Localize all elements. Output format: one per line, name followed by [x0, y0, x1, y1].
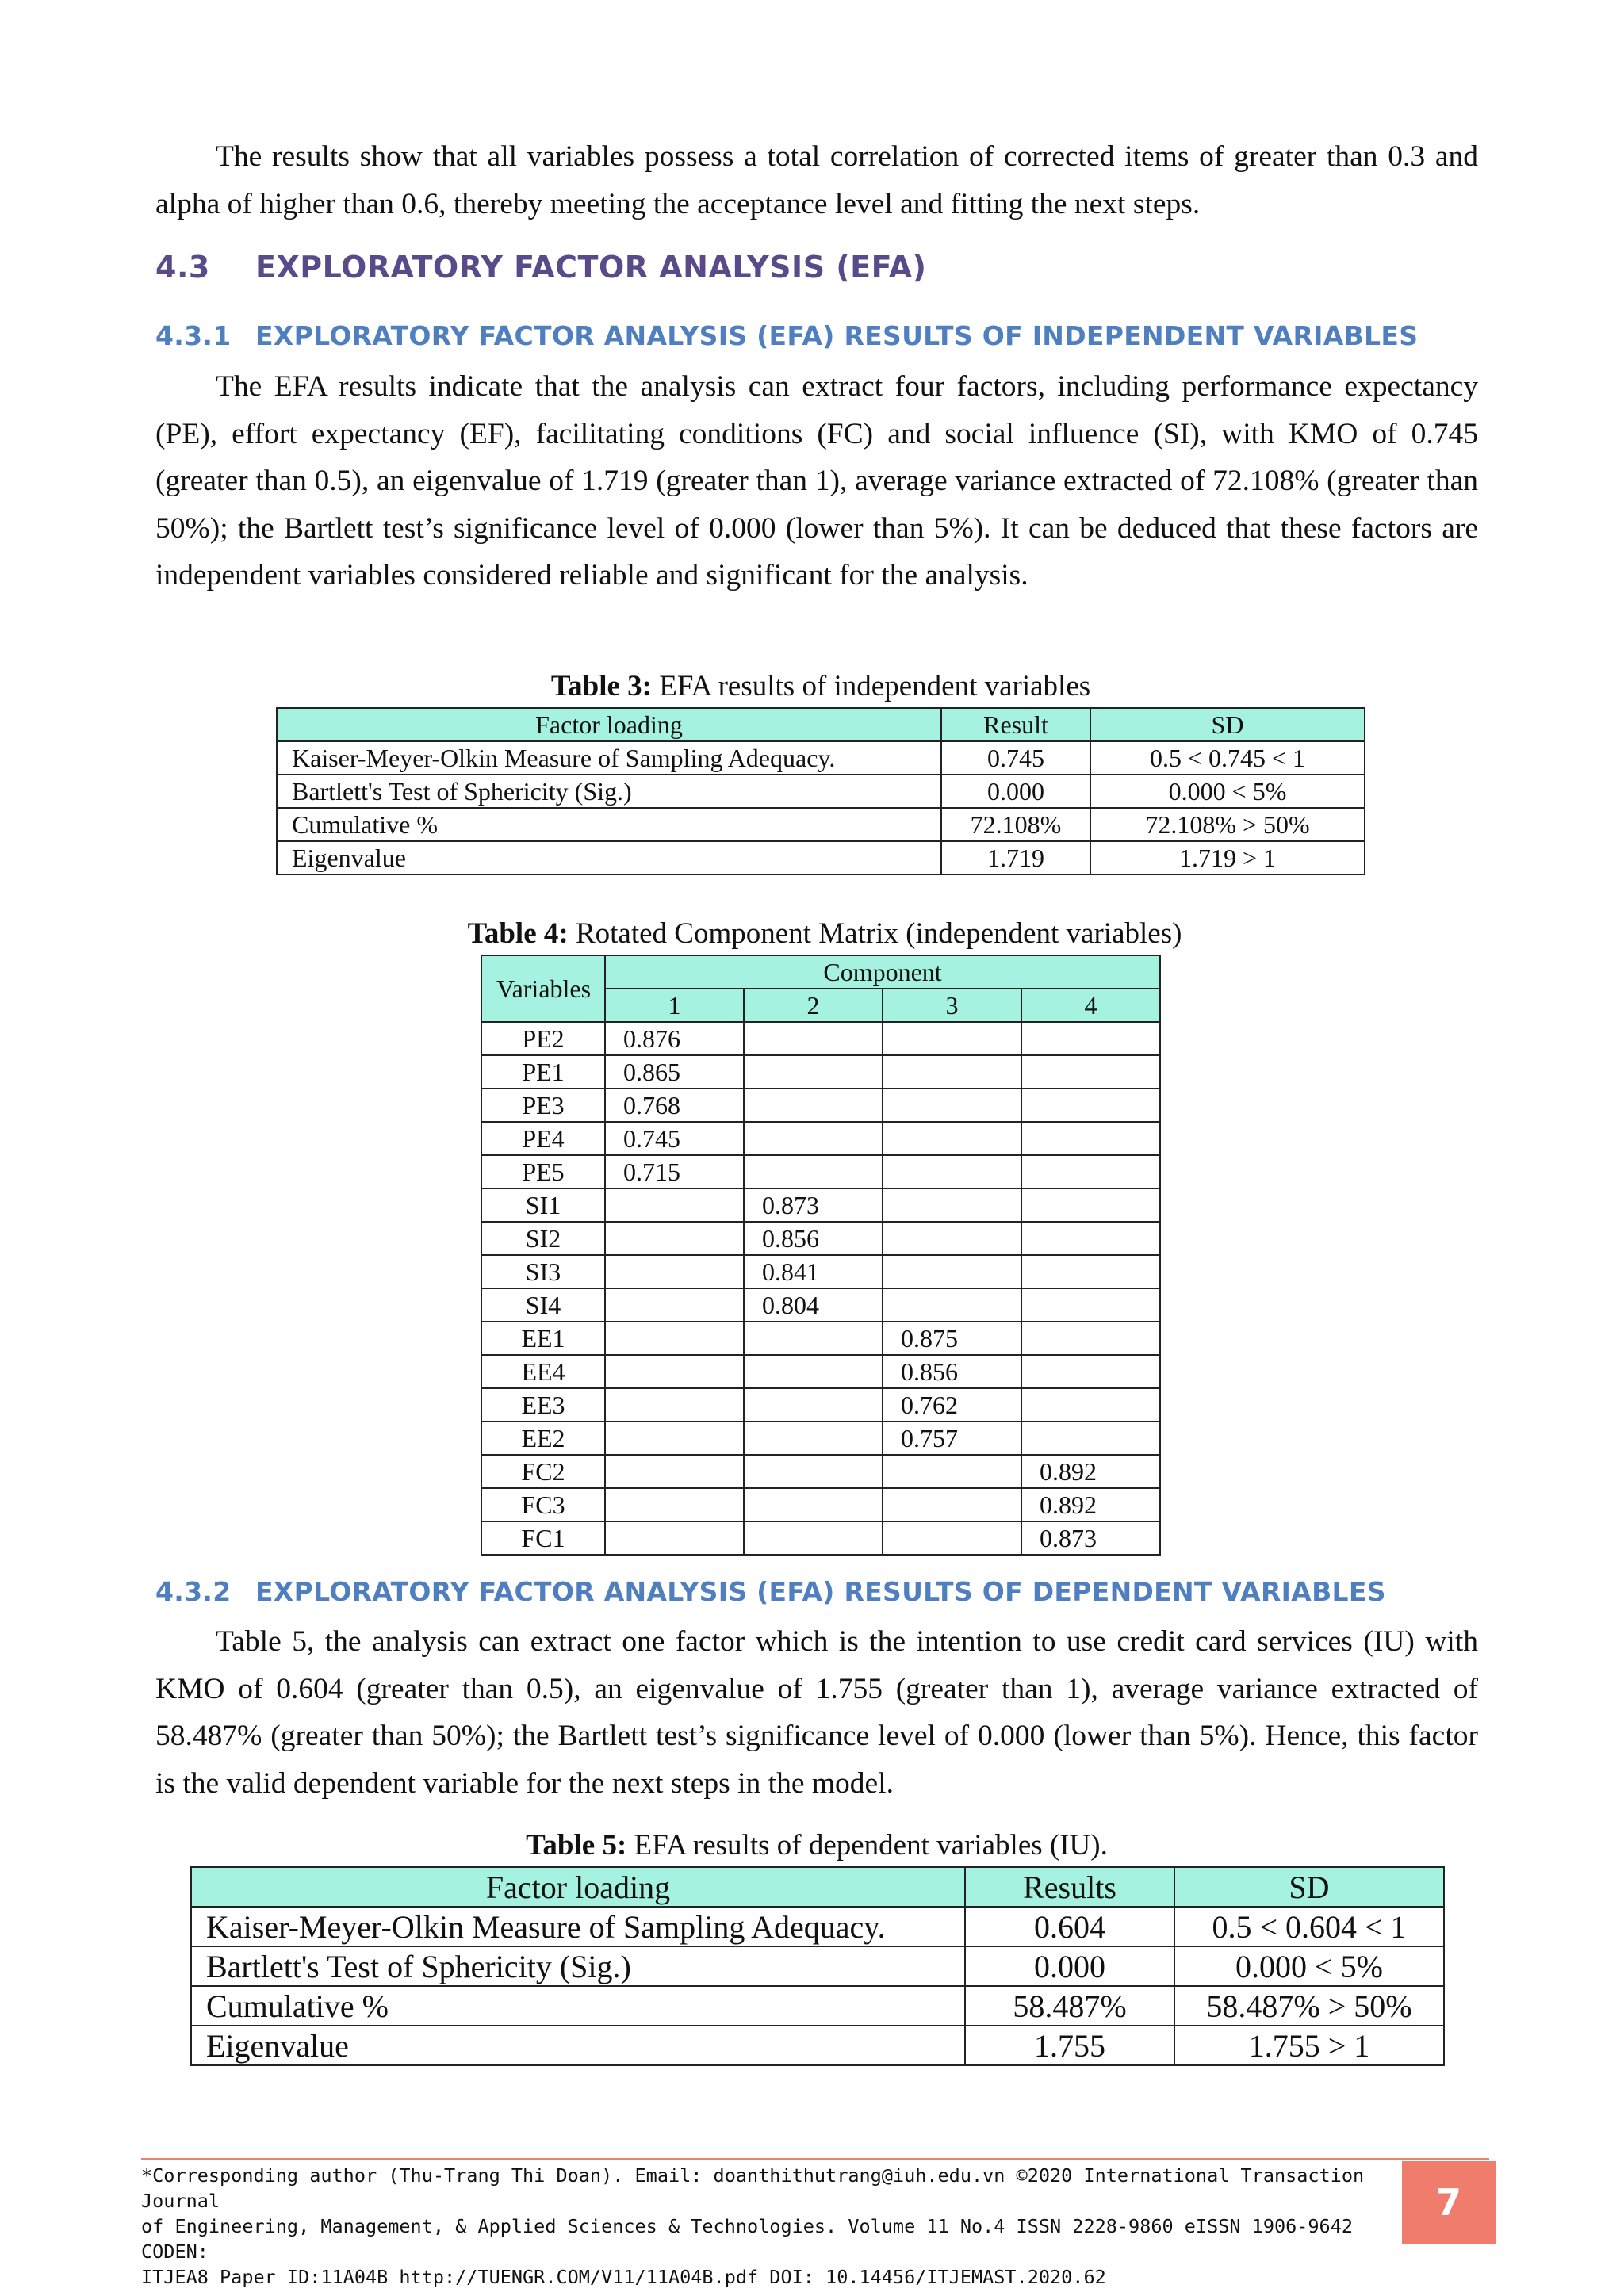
table-cell: Bartlett's Test of Sphericity (Sig.)	[277, 775, 941, 808]
variable-cell: FC1	[481, 1521, 605, 1555]
table-cell: Bartlett's Test of Sphericity (Sig.)	[191, 1946, 965, 1986]
table-cell: 58.487% > 50%	[1174, 1986, 1444, 2026]
loading-cell: 0.715	[605, 1155, 744, 1188]
component-header-cell: Component	[605, 955, 1160, 989]
table-cell: 1.755	[965, 2026, 1174, 2065]
component-number-cell: 3	[883, 989, 1021, 1022]
table-cell: Kaiser-Meyer-Olkin Measure of Sampling Adequacy.	[191, 1907, 965, 1946]
footer-line: *Corresponding author (Thu-Trang Thi Doan). Email: doanthithutrang@iuh.edu.vn ©2020 International Transaction Journal	[141, 2164, 1365, 2212]
table-cell: 0.000	[941, 775, 1090, 808]
variable-cell: EE4	[481, 1355, 605, 1388]
loading-cell	[605, 1521, 744, 1555]
loading-cell	[1021, 1388, 1160, 1422]
table-row	[481, 1488, 1160, 1521]
table-cell: Cumulative %	[191, 1986, 965, 2026]
loading-cell	[1021, 1055, 1160, 1089]
loading-cell	[883, 1089, 1021, 1122]
table-row	[191, 1986, 1444, 2026]
variable-cell: PE2	[481, 1022, 605, 1055]
table-5-header-row	[191, 1867, 1444, 1907]
table-cell: 72.108% > 50%	[1090, 808, 1365, 841]
loading-cell	[744, 1355, 883, 1388]
loading-cell: 0.841	[744, 1255, 883, 1288]
table-row	[277, 775, 1365, 808]
loading-cell: 0.873	[744, 1188, 883, 1222]
table-row	[481, 1521, 1160, 1555]
loading-cell	[883, 1122, 1021, 1155]
table-cell: 0.604	[965, 1907, 1174, 1946]
table-5	[190, 1866, 1445, 2066]
loading-cell	[605, 1255, 744, 1288]
loading-cell	[744, 1055, 883, 1089]
table-4	[481, 955, 1161, 1556]
loading-cell: 0.865	[605, 1055, 744, 1089]
section-heading-4-3-2: 4.3.2 EXPLORATORY FACTOR ANALYSIS (EFA) RESULTS OF DEPENDENT VARIABLES	[155, 1576, 1386, 1607]
loading-cell	[1021, 1422, 1160, 1455]
loading-cell	[605, 1455, 744, 1488]
table-row	[481, 1188, 1160, 1222]
loading-cell	[744, 1455, 883, 1488]
loading-cell	[605, 1322, 744, 1355]
table-row	[481, 1089, 1160, 1122]
loading-cell	[605, 1422, 744, 1455]
variable-cell: EE3	[481, 1388, 605, 1422]
variable-cell: PE4	[481, 1122, 605, 1155]
section-heading-4-3: 4.3 EXPLORATORY FACTOR ANALYSIS (EFA)	[155, 250, 927, 285]
table-cell: 1.719	[941, 841, 1090, 874]
table-row	[481, 1155, 1160, 1188]
table-row	[481, 1388, 1160, 1422]
loading-cell: 0.875	[883, 1322, 1021, 1355]
table-cell: Cumulative %	[277, 808, 941, 841]
table-row	[481, 1322, 1160, 1355]
footer-line: of Engineering, Management, & Applied Sciences & Technologies. Volume 11 No.4 ISSN 2228-9860 eISSN 1906-9642 CODEN:	[141, 2215, 1354, 2263]
table-cell: 1.719 > 1	[1090, 841, 1365, 874]
table-row	[481, 1255, 1160, 1288]
loading-cell	[1021, 1255, 1160, 1288]
table-3	[276, 707, 1365, 875]
table-row	[481, 1422, 1160, 1455]
table-cell: Kaiser-Meyer-Olkin Measure of Sampling Adequacy.	[277, 741, 941, 775]
table-header-cell: SD	[1090, 708, 1365, 741]
loading-cell	[1021, 1188, 1160, 1222]
section-heading-4-3-1: 4.3.1 EXPLORATORY FACTOR ANALYSIS (EFA) RESULTS OF INDEPENDENT VARIABLES	[155, 320, 1419, 351]
loading-cell	[1021, 1022, 1160, 1055]
table-cell: Eigenvalue	[191, 2026, 965, 2065]
loading-cell	[883, 1488, 1021, 1521]
loading-cell	[744, 1488, 883, 1521]
loading-cell	[1021, 1122, 1160, 1155]
loading-cell	[605, 1388, 744, 1422]
table-cell: 0.000 < 5%	[1090, 775, 1365, 808]
intro-paragraph: The results show that all variables possess a total correlation of corrected items of greater than 0.3 and alpha of higher than 0.6, thereby meeting the acceptance level and fitting the next steps.	[155, 140, 1478, 220]
variables-header-cell: Variables	[481, 955, 605, 1022]
component-number-cell: 2	[744, 989, 883, 1022]
loading-cell	[883, 1255, 1021, 1288]
table-cell: 0.5 < 0.604 < 1	[1174, 1907, 1444, 1946]
loading-cell: 0.757	[883, 1422, 1021, 1455]
component-number-cell: 1	[605, 989, 744, 1022]
section-4-3-2-paragraph: Table 5, the analysis can extract one factor which is the intention to use credit card services (IU) with KMO of 0.604 (greater than 0.5), an eigenvalue of 1.755 (greater than 1), average variance extracted of 58.487% (greater than 50%); the Bartlett test’s significance level of 0.000 (lower than 5%). Hence, this factor is the valid dependent variable for the next steps in the model.	[155, 1625, 1478, 1800]
table-row	[277, 741, 1365, 775]
footer-divider	[141, 2158, 1489, 2160]
table-row	[277, 808, 1365, 841]
table-row	[481, 1288, 1160, 1322]
footer	[141, 2163, 1388, 2290]
loading-cell	[744, 1022, 883, 1055]
table-4-caption: Table 4: Rotated Component Matrix (independent variables)	[467, 917, 1182, 950]
table-cell: Eigenvalue	[277, 841, 941, 874]
variable-cell: EE1	[481, 1322, 605, 1355]
variable-cell: PE5	[481, 1155, 605, 1188]
variable-cell: SI1	[481, 1188, 605, 1222]
table-cell: 0.745	[941, 741, 1090, 775]
loading-cell	[1021, 1288, 1160, 1322]
loading-cell	[605, 1488, 744, 1521]
loading-cell	[883, 1188, 1021, 1222]
table-cell: 0.000 < 5%	[1174, 1946, 1444, 1986]
table-row	[481, 1455, 1160, 1488]
variable-cell: SI2	[481, 1222, 605, 1255]
table-header-cell: Results	[965, 1867, 1174, 1907]
loading-cell	[883, 1222, 1021, 1255]
footer-line: ITJEA8 Paper ID:11A04B http://TUENGR.COM/V11/11A04B.pdf DOI: 10.14456/ITJEMAST.2020.62	[141, 2266, 1106, 2288]
loading-cell	[605, 1355, 744, 1388]
variable-cell: SI4	[481, 1288, 605, 1322]
loading-cell	[744, 1155, 883, 1188]
table-row	[481, 1355, 1160, 1388]
table-row	[481, 1122, 1160, 1155]
loading-cell	[744, 1521, 883, 1555]
table-row	[191, 1907, 1444, 1946]
loading-cell	[1021, 1355, 1160, 1388]
table-header-cell: Factor loading	[191, 1867, 965, 1907]
table-header-cell: Result	[941, 708, 1090, 741]
table-row	[277, 841, 1365, 874]
loading-cell	[744, 1122, 883, 1155]
table-header-cell: Factor loading	[277, 708, 941, 741]
table-row	[481, 1022, 1160, 1055]
table-4-header-row	[481, 955, 1160, 989]
loading-cell	[605, 1188, 744, 1222]
loading-cell	[605, 1222, 744, 1255]
loading-cell	[605, 1288, 744, 1322]
section-4-3-1-paragraph: The EFA results indicate that the analysis can extract four factors, including performance expectancy (PE), effort expectancy (EF), facilitating conditions (FC) and social influence (SI), with KMO of 0.745 (greater than 0.5), an eigenvalue of 1.719 (greater than 1), average variance extracted of 72.108% (greater than 50%); the Bartlett test’s significance level of 0.000 (lower than 5%). It can be deduced that these factors are independent variables considered reliable and significant for the analysis.	[155, 370, 1478, 591]
table-row	[481, 1222, 1160, 1255]
table-3-caption: Table 3: EFA results of independent variables	[550, 670, 1091, 702]
table-cell: 0.5 < 0.745 < 1	[1090, 741, 1365, 775]
loading-cell	[1021, 1089, 1160, 1122]
loading-cell	[1021, 1222, 1160, 1255]
loading-cell: 0.856	[883, 1355, 1021, 1388]
variable-cell: FC3	[481, 1488, 605, 1521]
table-cell: 58.487%	[965, 1986, 1174, 2026]
table-cell: 72.108%	[941, 808, 1090, 841]
page-number: 7	[1402, 2161, 1496, 2244]
table-row	[481, 1055, 1160, 1089]
variable-cell: FC2	[481, 1455, 605, 1488]
loading-cell: 0.876	[605, 1022, 744, 1055]
table-cell: 1.755 > 1	[1174, 2026, 1444, 2065]
loading-cell	[883, 1521, 1021, 1555]
loading-cell: 0.762	[883, 1388, 1021, 1422]
loading-cell	[744, 1089, 883, 1122]
loading-cell: 0.804	[744, 1288, 883, 1322]
table-5-caption: Table 5: EFA results of dependent variables (IU).	[526, 1829, 1108, 1862]
variable-cell: SI3	[481, 1255, 605, 1288]
loading-cell	[883, 1288, 1021, 1322]
loading-cell	[744, 1388, 883, 1422]
loading-cell: 0.768	[605, 1089, 744, 1122]
table-header-cell: SD	[1174, 1867, 1444, 1907]
loading-cell	[744, 1322, 883, 1355]
loading-cell	[883, 1022, 1021, 1055]
loading-cell	[1021, 1155, 1160, 1188]
table-row	[191, 1946, 1444, 1986]
loading-cell	[883, 1455, 1021, 1488]
table-cell: 0.000	[965, 1946, 1174, 1986]
loading-cell: 0.856	[744, 1222, 883, 1255]
loading-cell: 0.892	[1021, 1455, 1160, 1488]
loading-cell: 0.892	[1021, 1488, 1160, 1521]
component-number-cell: 4	[1021, 989, 1160, 1022]
loading-cell	[1021, 1322, 1160, 1355]
variable-cell: EE2	[481, 1422, 605, 1455]
loading-cell: 0.745	[605, 1122, 744, 1155]
loading-cell	[883, 1055, 1021, 1089]
table-row	[191, 2026, 1444, 2065]
table-3-header-row	[277, 708, 1365, 741]
loading-cell	[744, 1422, 883, 1455]
variable-cell: PE1	[481, 1055, 605, 1089]
variable-cell: PE3	[481, 1089, 605, 1122]
loading-cell: 0.873	[1021, 1521, 1160, 1555]
loading-cell	[883, 1155, 1021, 1188]
